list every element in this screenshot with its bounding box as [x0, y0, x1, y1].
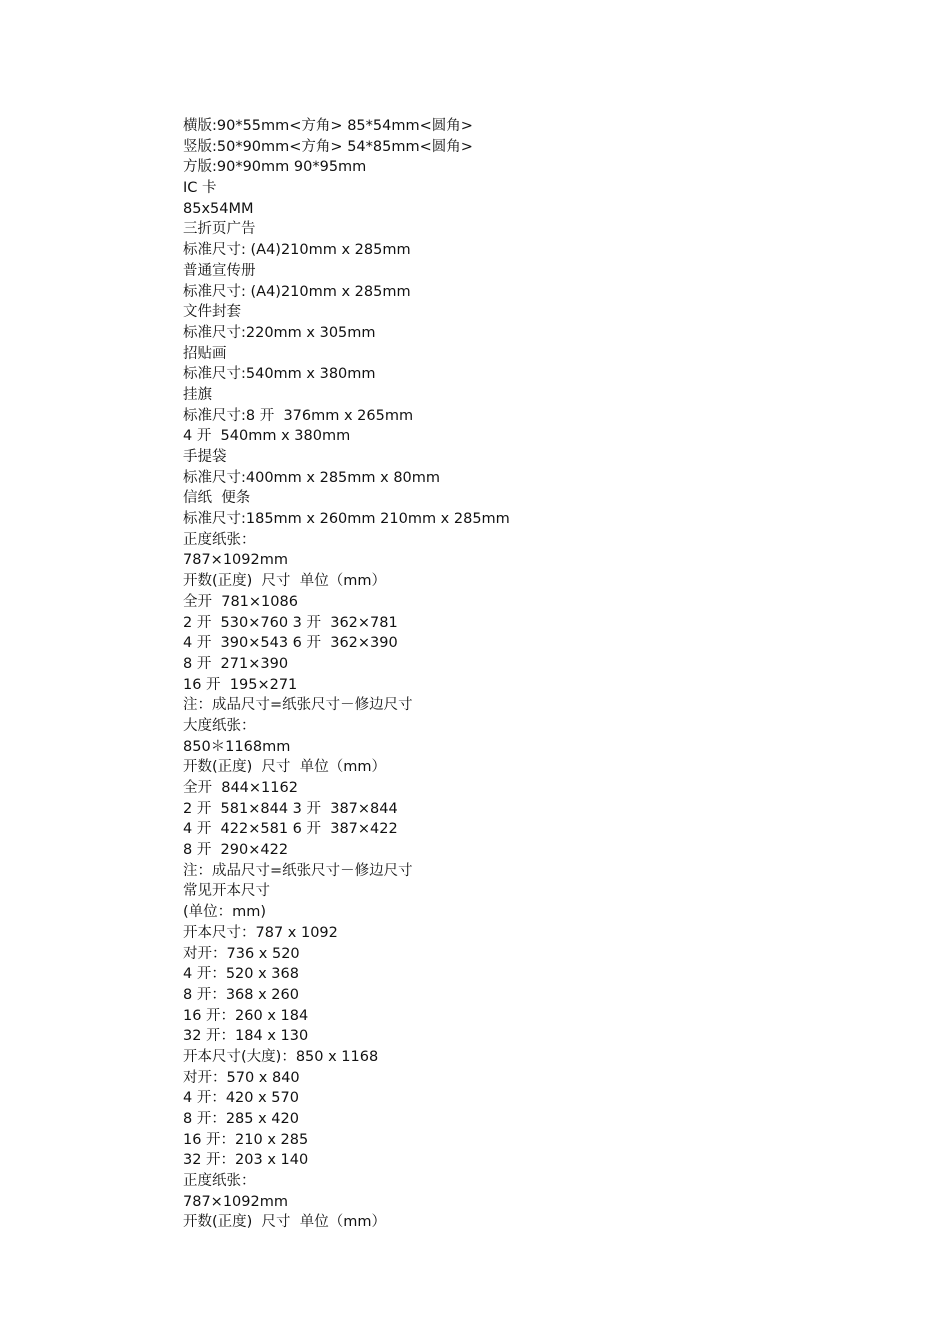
text-line: 标准尺寸: (A4)210mm x 285mm — [183, 242, 411, 259]
text-line: 全开 781×1086 — [183, 593, 298, 610]
section-heading: 信纸 便条 — [183, 490, 251, 507]
text-line: 16 开：260 x 184 — [183, 1007, 309, 1024]
text-line: 4 开：420 x 570 — [183, 1090, 299, 1107]
section-heading: 招贴画 — [183, 345, 227, 362]
text-line: 32 开：184 x 130 — [183, 1028, 309, 1045]
text-line: IC 卡 — [183, 180, 217, 197]
text-line: 4 开：520 x 368 — [183, 966, 299, 983]
text-line: 16 开 195×271 — [183, 676, 298, 693]
text-line: 开本尺寸：787 x 1092 — [183, 924, 338, 941]
text-line: 2 开 530×760 3 开 362×781 — [183, 614, 398, 631]
text-line: 全开 844×1162 — [183, 780, 298, 796]
text-line: 开数(正度) 尺寸 单位（mm） — [183, 573, 386, 590]
text-line: 对开：736 x 520 — [183, 945, 300, 962]
document-body — [183, 116, 883, 1233]
text-line: 8 开 271×390 — [183, 655, 289, 672]
text-line: 标准尺寸:540mm x 380mm — [183, 366, 376, 383]
text-line: 竖版:50*90mm<方角> 54*85mm<圆角> — [183, 138, 473, 155]
section-heading: 大度纸张： — [183, 717, 256, 734]
section-heading: 正度纸张： — [183, 1173, 256, 1190]
section-heading: 常见开本尺寸 — [183, 883, 270, 900]
text-line: 8 开：368 x 260 — [183, 986, 299, 1003]
text-line: (单位：mm) — [183, 904, 267, 921]
text-line: 标准尺寸:400mm x 285mm x 80mm — [183, 469, 441, 486]
note-line: 注：成品尺寸=纸张尺寸－修边尺寸 — [183, 862, 413, 879]
text-line: 85x54MM — [183, 200, 254, 217]
text-line: 850＊1168mm — [183, 738, 291, 755]
text-line: 2 开 581×844 3 开 387×844 — [183, 800, 398, 817]
section-heading: 三折页广告 — [183, 221, 256, 238]
text-line: 787×1092mm — [183, 1193, 288, 1210]
text-line: 横版:90*55mm<方角> 85*54mm<圆角> — [183, 118, 473, 134]
text-line: 4 开 422×581 6 开 387×422 — [183, 821, 398, 838]
text-line: 对开：570 x 840 — [183, 1069, 300, 1086]
text-line: 标准尺寸:185mm x 260mm 210mm x 285mm — [183, 511, 510, 528]
text-line: 开本尺寸(大度)：850 x 1168 — [183, 1048, 379, 1065]
text-line: 开数(正度) 尺寸 单位（mm） — [183, 1214, 386, 1231]
text-line: 16 开：210 x 285 — [183, 1131, 309, 1148]
text-line: 标准尺寸:220mm x 305mm — [183, 324, 376, 341]
text-line: 787×1092mm — [183, 552, 288, 569]
section-heading: 手提袋 — [183, 449, 227, 465]
text-line: 4 开 540mm x 380mm — [183, 428, 351, 445]
text-line: 4 开 390×543 6 开 362×390 — [183, 635, 398, 652]
text-line: 开数(正度) 尺寸 单位（mm） — [183, 759, 386, 776]
section-heading: 正度纸张： — [183, 531, 256, 548]
text-line: 8 开 290×422 — [183, 842, 289, 859]
text-line: 方版:90*90mm 90*95mm — [183, 159, 367, 176]
text-line: 标准尺寸: (A4)210mm x 285mm — [183, 283, 411, 300]
section-heading: 挂旗 — [183, 386, 212, 403]
text-line: 8 开：285 x 420 — [183, 1111, 299, 1127]
section-heading: 普通宣传册 — [183, 262, 256, 279]
section-heading: 文件封套 — [183, 304, 241, 321]
text-line: 标准尺寸:8 开 376mm x 265mm — [183, 407, 414, 424]
text-line: 32 开：203 x 140 — [183, 1152, 309, 1169]
note-line: 注：成品尺寸=纸张尺寸－修边尺寸 — [183, 697, 413, 714]
